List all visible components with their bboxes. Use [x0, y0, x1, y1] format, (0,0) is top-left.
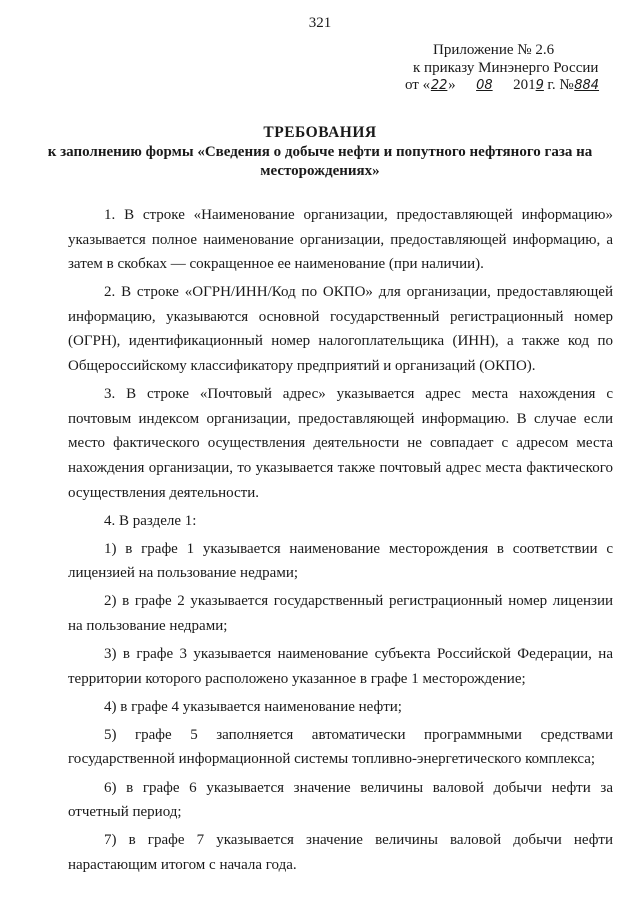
document-body: [68, 203, 613, 881]
list-item-7: 7) в графе 7 указывается значение величины валовой добычи нефти нарастающим итогом с начала года.: [68, 832, 613, 873]
annex-order-reference: к приказу Минэнерго России: [413, 59, 599, 76]
list-item-5: 5) графе 5 заполняется автоматически программными средствами государственной информационной системы топливно-энергетического комплекса;: [68, 726, 613, 768]
date-prefix: от «: [405, 77, 431, 93]
paragraph-3: 3. В строке «Почтовый адрес» указывается адрес места нахождения с почтовым индексом организации, предоставляющей информацию. В случае если место фактического осуществления деятельности не совпадает с адресом места нахождения организации, то указывается также почтовый адрес места фактического осуществления деятельности.: [68, 386, 613, 501]
list-item-1: 1) в графе 1 указывается наименование месторождения в соответствии с лицензией на пользование недрами;: [68, 540, 613, 582]
document-subtitle: к заполнению формы «Сведения о добыче нефти и попутного нефтяного газа на месторождениях»: [47, 144, 593, 179]
annex-header: [405, 42, 615, 95]
list-item-4: 4) в графе 4 указывается наименование нефти;: [104, 698, 402, 715]
list-item-2: 2) в графе 2 указывается государственный регистрационный номер лицензии на пользование недрами;: [68, 593, 613, 634]
list-item-3: 3) в графе 3 указывается наименование субъекта Российской Федерации, на территории которого расположено указанное в графе 1 месторождение;: [68, 646, 613, 687]
document-title: ТРЕБОВАНИЯ: [263, 124, 377, 141]
handwritten-order-number: 884: [574, 78, 600, 93]
paragraph-1: 1. В строке «Наименование организации, предоставляющей информацию» указывается полное наименование организации, предоставляющей информацию, а затем в скобках — сокращенное ее наименование (при наличии).: [68, 207, 613, 273]
paragraph-2: 2. В строке «ОГРН/ИНН/Код по ОКПО» для организации, предоставляющей информацию, указываются основной государственный регистрационный номер (ОГРН), идентификационный номер налогоплательщика (ИНН), а также код по Общероссийскому классификатору предприятий и организаций (ОКПО).: [68, 284, 613, 375]
paragraph-4: 4. В разделе 1:: [104, 512, 197, 529]
handwritten-year-digit: 9: [535, 78, 544, 93]
list-item-6: 6) в графе 6 указывается значение величины валовой добычи нефти за отчетный период;: [68, 779, 613, 821]
annex-date-line: [405, 77, 615, 95]
year-prefix: 201: [513, 77, 536, 93]
page-number: 321: [308, 15, 332, 31]
date-day-close: »: [448, 77, 456, 93]
handwritten-month: 08: [476, 78, 493, 93]
handwritten-day: 22: [430, 78, 448, 93]
year-suffix: г. №: [543, 77, 574, 93]
annex-title: Приложение № 2.6: [433, 42, 555, 58]
